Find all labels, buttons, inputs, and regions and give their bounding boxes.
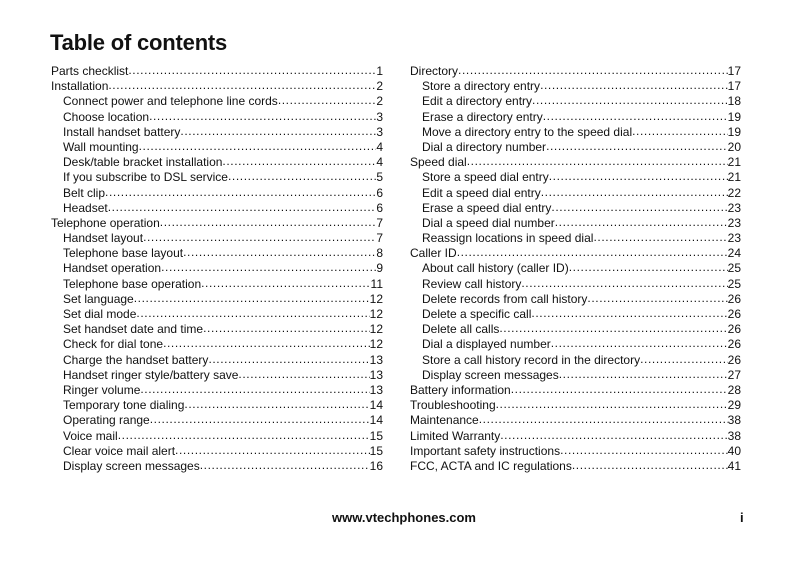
toc-entry-page-number: 3 <box>376 124 383 139</box>
dot-leader <box>551 200 727 215</box>
dot-leader <box>278 93 377 108</box>
dot-leader <box>457 245 728 260</box>
toc-subentry[interactable] <box>410 140 741 155</box>
toc-entry-label: Dial a speed dial number <box>422 215 555 230</box>
page-title: Table of contents <box>50 30 228 55</box>
dot-leader <box>180 124 376 139</box>
toc-entry-page-number: 19 <box>727 124 741 139</box>
toc-entry-label: Telephone base operation <box>63 276 202 291</box>
toc-entry-page-number: 12 <box>369 322 383 337</box>
toc-entry-page-number: 14 <box>369 398 383 413</box>
toc-entry[interactable] <box>410 155 741 170</box>
toc-subentry[interactable] <box>410 353 741 368</box>
toc-entry-page-number: 13 <box>369 352 383 367</box>
dot-leader <box>208 352 369 367</box>
toc-entry[interactable] <box>51 216 383 231</box>
toc-entry-page-number: 21 <box>727 170 741 185</box>
toc-entry-label: Handset ringer style/battery save <box>63 367 239 382</box>
dot-leader <box>150 412 370 427</box>
dot-leader <box>632 124 728 139</box>
toc-subentry[interactable] <box>410 231 741 246</box>
toc-entry-page-number: 28 <box>727 382 741 397</box>
dot-leader <box>161 260 376 275</box>
dot-leader <box>105 185 376 200</box>
footer-page-number: i <box>740 510 744 525</box>
dot-leader <box>531 306 727 321</box>
toc-entry-page-number: 13 <box>369 382 383 397</box>
toc-entry-page-number: 21 <box>727 155 741 170</box>
toc-subentry[interactable] <box>51 429 383 444</box>
toc-subentry[interactable] <box>51 231 383 246</box>
toc-entry-page-number: 4 <box>376 155 383 170</box>
toc-entry-label: Operating range <box>63 413 150 428</box>
dot-leader <box>499 321 727 336</box>
toc-entry[interactable] <box>410 413 741 428</box>
dot-leader <box>222 154 376 169</box>
toc-entry-label: Edit a directory entry <box>422 94 533 109</box>
toc-entry-label: Check for dial tone <box>63 337 164 352</box>
toc-entry-label: Store a speed dial entry <box>422 170 549 185</box>
dot-leader <box>200 458 370 473</box>
toc-subentry[interactable] <box>51 292 383 307</box>
dot-leader <box>572 458 728 473</box>
toc-entry-page-number: 16 <box>369 458 383 473</box>
toc-entry[interactable] <box>51 64 383 79</box>
toc-entry-label: Desk/table bracket installation <box>63 155 223 170</box>
toc-entry-page-number: 12 <box>369 307 383 321</box>
toc-subentry[interactable] <box>410 125 741 140</box>
toc-entry-label: Caller ID <box>410 246 457 261</box>
toc-entry-page-number: 9 <box>376 261 383 276</box>
toc-entry-label: Headset <box>63 200 108 215</box>
toc-entry-page-number: 26 <box>727 352 741 367</box>
toc-subentry[interactable] <box>51 140 383 155</box>
toc-entry-label: Delete records from call history <box>422 291 588 306</box>
toc-entry-page-number: 23 <box>727 215 741 230</box>
dot-leader <box>500 428 727 443</box>
dot-leader <box>149 109 376 124</box>
toc-entry-label: Installation <box>51 79 109 94</box>
toc-subentry[interactable] <box>410 277 741 292</box>
toc-subentry[interactable] <box>410 307 741 322</box>
toc-entry-page-number: 22 <box>727 185 741 200</box>
dot-leader <box>184 397 369 412</box>
toc-subentry[interactable] <box>410 110 741 125</box>
toc-entry-page-number: 25 <box>727 276 741 291</box>
dot-leader <box>139 139 377 154</box>
toc-entry-label: Review call history <box>422 276 522 291</box>
dot-leader <box>496 397 728 412</box>
toc-entry-page-number: 23 <box>727 231 741 246</box>
dot-leader <box>479 412 728 427</box>
toc-entry-label: Battery information <box>410 382 511 397</box>
toc-entry-page-number: 12 <box>369 337 383 352</box>
toc-entry-label: Ringer volume <box>63 382 141 397</box>
toc-subentry[interactable] <box>51 413 383 428</box>
toc-subentry[interactable] <box>51 277 383 292</box>
toc-subentry[interactable] <box>51 307 383 322</box>
dot-leader <box>201 276 370 291</box>
toc-entry[interactable] <box>410 398 741 413</box>
dot-leader <box>143 230 376 245</box>
toc-entry-page-number: 17 <box>727 64 741 78</box>
toc-entry-page-number: 7 <box>376 231 383 246</box>
toc-entry-page-number: 15 <box>369 428 383 443</box>
toc-subentry[interactable] <box>410 186 741 201</box>
dot-leader <box>521 276 727 291</box>
toc-subentry[interactable] <box>51 201 383 216</box>
toc-entry-label: Dial a displayed number <box>422 337 551 352</box>
toc-right-column <box>410 64 741 474</box>
toc-subentry[interactable] <box>410 292 741 307</box>
toc-entry-label: About call history (caller ID) <box>422 261 569 276</box>
toc-entry-page-number: 11 <box>370 276 383 291</box>
toc-subentry[interactable] <box>51 398 383 413</box>
dot-leader <box>128 63 376 78</box>
toc-entry-label: Store a directory entry <box>422 79 541 94</box>
dot-leader <box>108 200 377 215</box>
toc-entry-label: FCC, ACTA and IC regulations <box>410 458 572 473</box>
toc-entry-label: Parts checklist <box>51 64 129 78</box>
dot-leader <box>183 245 376 260</box>
dot-leader <box>559 367 728 382</box>
toc-entry-page-number: 24 <box>727 246 741 261</box>
toc-subentry[interactable] <box>410 170 741 185</box>
toc-entry-page-number: 26 <box>727 307 741 321</box>
toc-entry-label: Erase a speed dial entry <box>422 200 552 215</box>
dot-leader <box>238 367 369 382</box>
toc-entry-page-number: 23 <box>727 200 741 215</box>
toc-entry-page-number: 15 <box>369 443 383 458</box>
toc-subentry[interactable] <box>51 353 383 368</box>
toc-entry-label: Wall mounting <box>63 139 139 154</box>
toc-entry-label: Reassign locations in speed dial <box>422 231 594 246</box>
toc-subentry[interactable] <box>51 186 383 201</box>
toc-entry-page-number: 4 <box>376 139 383 154</box>
toc-entry-label: Edit a speed dial entry <box>422 185 541 200</box>
dot-leader <box>569 260 728 275</box>
toc-entry-page-number: 7 <box>376 215 383 230</box>
toc-entry-label: Set language <box>63 291 134 306</box>
toc-entry-label: Set handset date and time <box>63 322 204 337</box>
toc-entry-page-number: 25 <box>727 261 741 276</box>
toc-entry-page-number: 1 <box>376 64 383 78</box>
toc-subentry[interactable] <box>410 201 741 216</box>
toc-subentry[interactable] <box>51 155 383 170</box>
toc-entry-label: Choose location <box>63 109 150 124</box>
toc-entry-page-number: 19 <box>727 109 741 124</box>
toc-subentry[interactable] <box>51 246 383 261</box>
dot-leader <box>560 443 728 458</box>
toc-subentry[interactable] <box>51 337 383 352</box>
toc-subentry[interactable] <box>51 383 383 398</box>
toc-subentry[interactable] <box>410 94 741 109</box>
dot-leader <box>543 109 728 124</box>
toc-subentry[interactable] <box>410 322 741 337</box>
dot-leader <box>549 169 728 184</box>
toc-entry-label: Belt clip <box>63 185 106 200</box>
toc-entry-label: Important safety instructions <box>410 443 561 458</box>
toc-subentry[interactable] <box>410 337 741 352</box>
toc-entry-label: Maintenance <box>410 413 479 428</box>
toc-entry-label: Limited Warranty <box>410 428 501 443</box>
dot-leader <box>108 78 376 93</box>
toc-entry-page-number: 27 <box>727 367 741 382</box>
toc-entry[interactable] <box>410 64 741 79</box>
toc-entry-page-number: 13 <box>369 367 383 382</box>
toc-entry-page-number: 20 <box>727 139 741 154</box>
toc-subentry[interactable] <box>51 94 383 109</box>
dot-leader <box>540 78 728 93</box>
footer-website-url: www.vtechphones.com <box>332 510 476 525</box>
dot-leader <box>134 291 370 306</box>
toc-subentry[interactable] <box>51 125 383 140</box>
toc-entry[interactable] <box>410 429 741 444</box>
toc-entry-page-number: 8 <box>376 246 383 261</box>
toc-entry-page-number: 17 <box>727 79 741 94</box>
dot-leader <box>587 291 727 306</box>
toc-entry[interactable] <box>410 246 741 261</box>
dot-leader <box>163 336 370 351</box>
dot-leader <box>546 139 728 154</box>
toc-entry-label: Erase a directory entry <box>422 109 543 124</box>
toc-entry-label: Display screen messages <box>63 458 200 473</box>
toc-entry-label: Charge the handset battery <box>63 352 209 367</box>
dot-leader <box>118 428 370 443</box>
toc-entry-label: Delete all calls <box>422 322 500 337</box>
toc-entry[interactable] <box>410 383 741 398</box>
dot-leader <box>532 93 728 108</box>
dot-leader <box>160 215 377 230</box>
toc-subentry[interactable] <box>51 170 383 185</box>
dot-leader <box>203 321 370 336</box>
toc-entry-page-number: 40 <box>727 443 741 458</box>
dot-leader <box>555 215 728 230</box>
toc-entry-page-number: 12 <box>369 291 383 306</box>
toc-entry-page-number: 29 <box>727 398 741 413</box>
toc-entry-page-number: 38 <box>727 413 741 428</box>
toc-entry-label: Dial a directory number <box>422 139 547 154</box>
toc-entry-label: If you subscribe to DSL service <box>63 170 228 185</box>
toc-entry-page-number: 2 <box>376 94 383 109</box>
toc-subentry[interactable] <box>410 216 741 231</box>
toc-entry-label: Set dial mode <box>63 307 137 321</box>
toc-entry-page-number: 38 <box>727 428 741 443</box>
toc-entry-page-number: 2 <box>376 79 383 94</box>
toc-left-column <box>51 64 383 474</box>
toc-entry[interactable] <box>51 79 383 94</box>
toc-entry-label: Clear voice mail alert <box>63 443 176 458</box>
dot-leader <box>511 382 728 397</box>
dot-leader <box>136 306 369 321</box>
toc-entry-page-number: 6 <box>376 200 383 215</box>
toc-entry-label: Delete a specific call <box>422 307 532 321</box>
toc-entry-page-number: 26 <box>727 322 741 337</box>
toc-subentry[interactable] <box>410 368 741 383</box>
toc-entry-page-number: 14 <box>369 413 383 428</box>
toc-entry-label: Display screen messages <box>422 367 559 382</box>
dot-leader <box>640 352 728 367</box>
toc-entry-page-number: 26 <box>727 291 741 306</box>
toc-subentry[interactable] <box>410 79 741 94</box>
toc-entry-page-number: 26 <box>727 337 741 352</box>
toc-subentry[interactable] <box>51 261 383 276</box>
dot-leader <box>228 169 376 184</box>
toc-entry-page-number: 3 <box>376 109 383 124</box>
toc-entry-label: Handset layout <box>63 231 144 246</box>
toc-entry-label: Telephone base layout <box>63 246 184 261</box>
dot-leader <box>458 63 728 78</box>
toc-entry[interactable] <box>410 459 741 474</box>
toc-entry-page-number: 18 <box>727 94 741 109</box>
toc-entry-page-number: 5 <box>376 170 383 185</box>
toc-entry-page-number: 6 <box>376 185 383 200</box>
dot-leader <box>467 154 728 169</box>
toc-entry-page-number: 41 <box>727 458 741 473</box>
dot-leader <box>593 230 727 245</box>
toc-subentry[interactable] <box>51 110 383 125</box>
toc-subentry[interactable] <box>51 444 383 459</box>
dot-leader <box>140 382 369 397</box>
toc-subentry[interactable] <box>51 459 383 474</box>
toc-entry-label: Install handset battery <box>63 124 181 139</box>
toc-entry-label: Telephone operation <box>51 215 160 230</box>
toc-entry-label: Troubleshooting <box>410 398 496 413</box>
toc-entry-label: Directory <box>410 64 459 78</box>
dot-leader <box>541 185 728 200</box>
toc-entry-label: Store a call history record in the directory <box>422 352 641 367</box>
toc-entry-label: Move a directory entry to the speed dial <box>422 124 633 139</box>
toc-subentry[interactable] <box>51 368 383 383</box>
dot-leader <box>551 336 728 351</box>
toc-entry-label: Speed dial <box>410 155 467 170</box>
toc-subentry[interactable] <box>51 322 383 337</box>
toc-entry-label: Voice mail <box>63 428 118 443</box>
toc-entry[interactable] <box>410 444 741 459</box>
toc-entry-label: Temporary tone dialing <box>63 398 185 413</box>
toc-entry-label: Connect power and telephone line cords <box>63 94 278 109</box>
toc-entry-label: Handset operation <box>63 261 162 276</box>
dot-leader <box>175 443 370 458</box>
toc-subentry[interactable] <box>410 261 741 276</box>
